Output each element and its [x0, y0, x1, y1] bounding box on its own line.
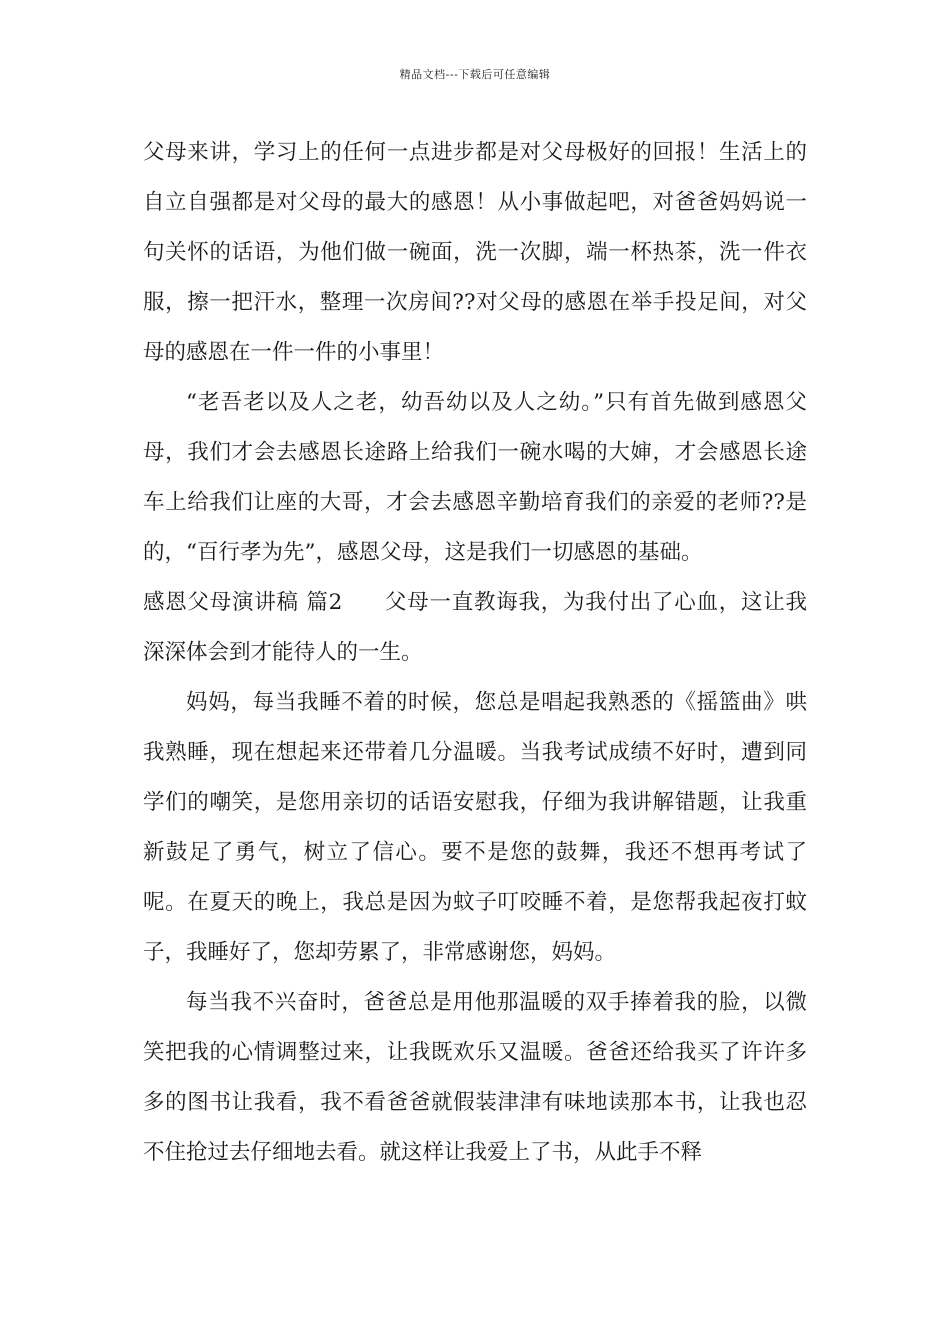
section-title: 感恩父母演讲稿 篇2	[143, 590, 343, 615]
document-body	[143, 128, 807, 1178]
section-intro-text: 父母一直教诲我，为我付出了心血，这让我深深体会到才能待人的一生。	[143, 590, 807, 665]
paragraph-section-start	[143, 578, 807, 678]
paragraph-mother: 妈妈，每当我睡不着的时候，您总是唱起我熟悉的《摇篮曲》哄我熟睡，现在想起来还带着几分温暖。当我考试成绩不好时，遭到同学们的嘲笑，是您用亲切的话语安慰我，仔细为我讲解错题，让我重新鼓足了勇气，树立了信心。要不是您的鼓舞，我还不想再考试了呢。在夏天的晚上，我总是因为蚊子叮咬睡不着，是您帮我起夜打蚊子，我睡好了，您却劳累了，非常感谢您，妈妈。	[143, 690, 807, 965]
paragraph-continuation: 父母来讲，学习上的任何一点进步都是对父母极好的回报！生活上的自立自强都是对父母的最大的感恩！从小事做起吧，对爸爸妈妈说一句关怀的话语，为他们做一碗面，洗一次脚，端一杯热茶，洗一件衣服，擦一把汗水，整理一次房间??对父母的感恩在举手投足间，对父母的感恩在一件一件的小事里！	[143, 140, 807, 365]
page-header: 精品文档---下载后可任意编辑	[399, 68, 551, 81]
paragraph-father: 每当我不兴奋时，爸爸总是用他那温暖的双手捧着我的脸，以微笑把我的心情调整过来，让我既欢乐又温暖。爸爸还给我买了许许多多的图书让我看，我不看爸爸就假装津津有味地读那本书，让我也忍不住抢过去仔细地去看。就这样让我爱上了书，从此手不释	[143, 990, 807, 1165]
paragraph-quote: “老吾老以及人之老，幼吾幼以及人之幼。”只有首先做到感恩父母，我们才会去感恩长途路上给我们一碗水喝的大婶，才会感恩长途车上给我们让座的大哥，才会去感恩辛勤培育我们的亲爱的老师??是的，“百行孝为先”，感恩父母，这是我们一切感恩的基础。	[143, 390, 807, 565]
